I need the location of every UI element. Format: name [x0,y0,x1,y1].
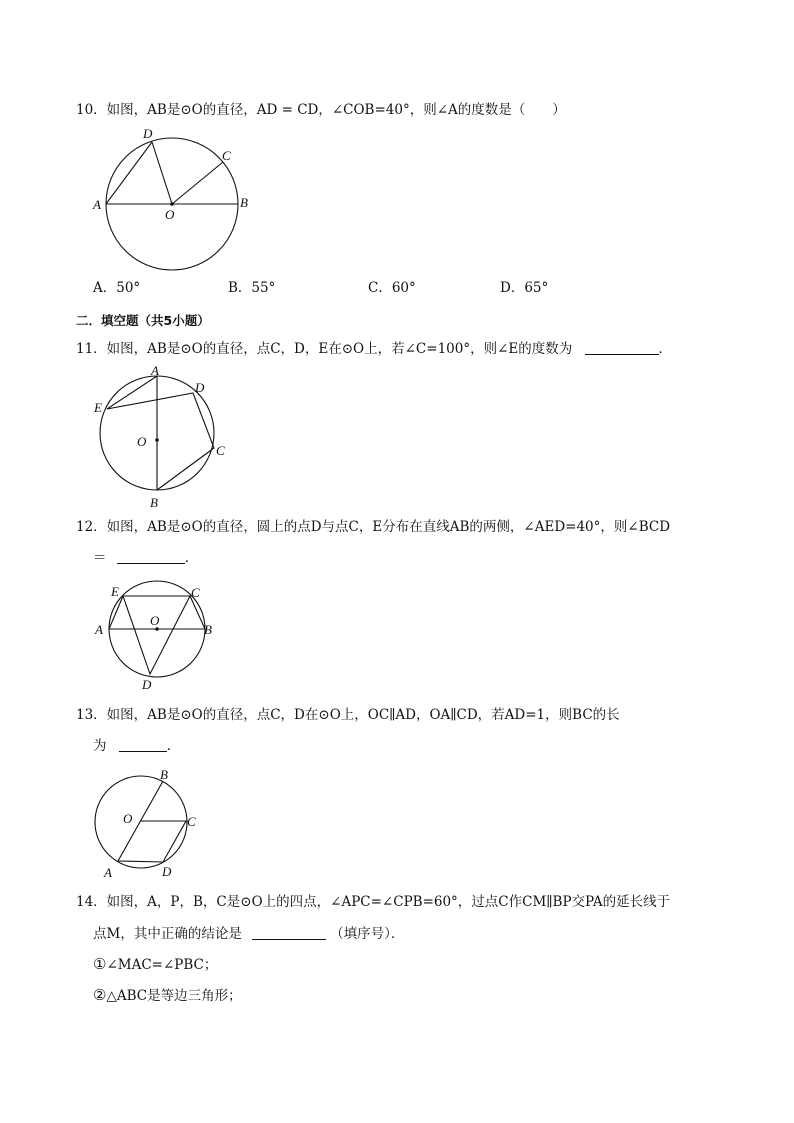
q14-c1-text: ∠MAC=∠PBC； [106,957,218,973]
q12-stem-line2 [93,549,198,567]
q14-line2-b: （填序号）． [330,926,405,942]
q12-label-o: O [150,613,160,628]
q12-label-c: C [191,585,200,600]
q11-label-c: C [216,443,225,458]
q11-stem: 11．如图，AB是⊙O的直径，点C，D，E在⊙O上，若∠C=100°，则∠E的度数为 [76,341,573,357]
q12-stem: 12．如图，AB是⊙O的直径，圆上的点D与点C，E分布在直线AB的两侧，∠AED=40°，则∠BCD [76,519,671,535]
q11-end: ． [658,341,673,357]
q12-label-d: D [142,677,152,692]
q12-label-e: E [111,584,119,599]
q14-c1-number: ① [93,955,107,973]
q13-label-b: B [160,767,168,782]
q10-label-c: C [222,148,231,163]
q10-stem: 10．如图，AB是⊙O的直径，AD = CD，∠COB=40°，则∠A的度数是（ ） [76,102,566,118]
q14-answer-blank[interactable] [252,925,326,940]
section-heading: 二．填空题（共5小题） [76,313,210,328]
q12-label-b: B [204,622,212,637]
q11-answer-blank[interactable] [585,340,659,355]
q10-label-d: D [143,126,153,141]
q13-prefix: 为 [93,738,107,754]
q10-option-d[interactable]: D．65° [500,280,549,296]
q13-label-c: C [187,814,196,829]
q11-label-e: E [94,400,102,415]
q14-c2-text: △ABC是等边三角形； [106,988,242,1004]
q13-answer-blank[interactable] [119,737,167,752]
q13-label-d: D [162,864,172,879]
q14-conclusion-2 [93,986,242,1005]
q14-line2-a: 点M，其中正确的结论是 [93,926,242,942]
q10-label-o: O [165,207,175,222]
q13-end: ． [166,738,181,754]
q12-label-a: A [95,622,103,637]
q11-label-o: O [137,434,147,449]
q12-equals: ＝ [93,550,107,566]
q13-stem-line2 [93,737,180,755]
q12-end: ． [184,550,199,566]
q14-stem-line2 [93,925,404,943]
q13-label-a: A [104,865,112,880]
q14-c2-number: ② [93,986,107,1004]
q11-label-a: A [151,363,159,378]
q13-figure [94,765,204,880]
q10-label-a: A [93,197,101,212]
q10-label-b: B [240,195,248,210]
q11-stem-line [76,340,672,358]
q13-stem: 13．如图，AB是⊙O的直径，点C，D在⊙O上，OC∥AD，OA∥CD，若AD=1，则BC的长 [76,707,620,723]
q14-stem: 14．如图，A，P，B，C是⊙O上的四点，∠APC=∠CPB=60°，过点C作CM∥BP交PA的延长线于 [76,894,671,910]
q11-figure [90,362,230,512]
q11-label-b: B [150,495,158,510]
q10-option-a[interactable]: A．50° [93,280,141,296]
q10-figure [88,124,258,274]
q12-figure [92,582,222,692]
q10-option-c[interactable]: C．60° [368,280,416,296]
q14-conclusion-1 [93,955,217,974]
q12-answer-blank[interactable] [117,549,185,564]
q10-option-b[interactable]: B．55° [228,280,276,296]
q13-label-o: O [123,811,133,826]
q11-label-d: D [195,380,205,395]
